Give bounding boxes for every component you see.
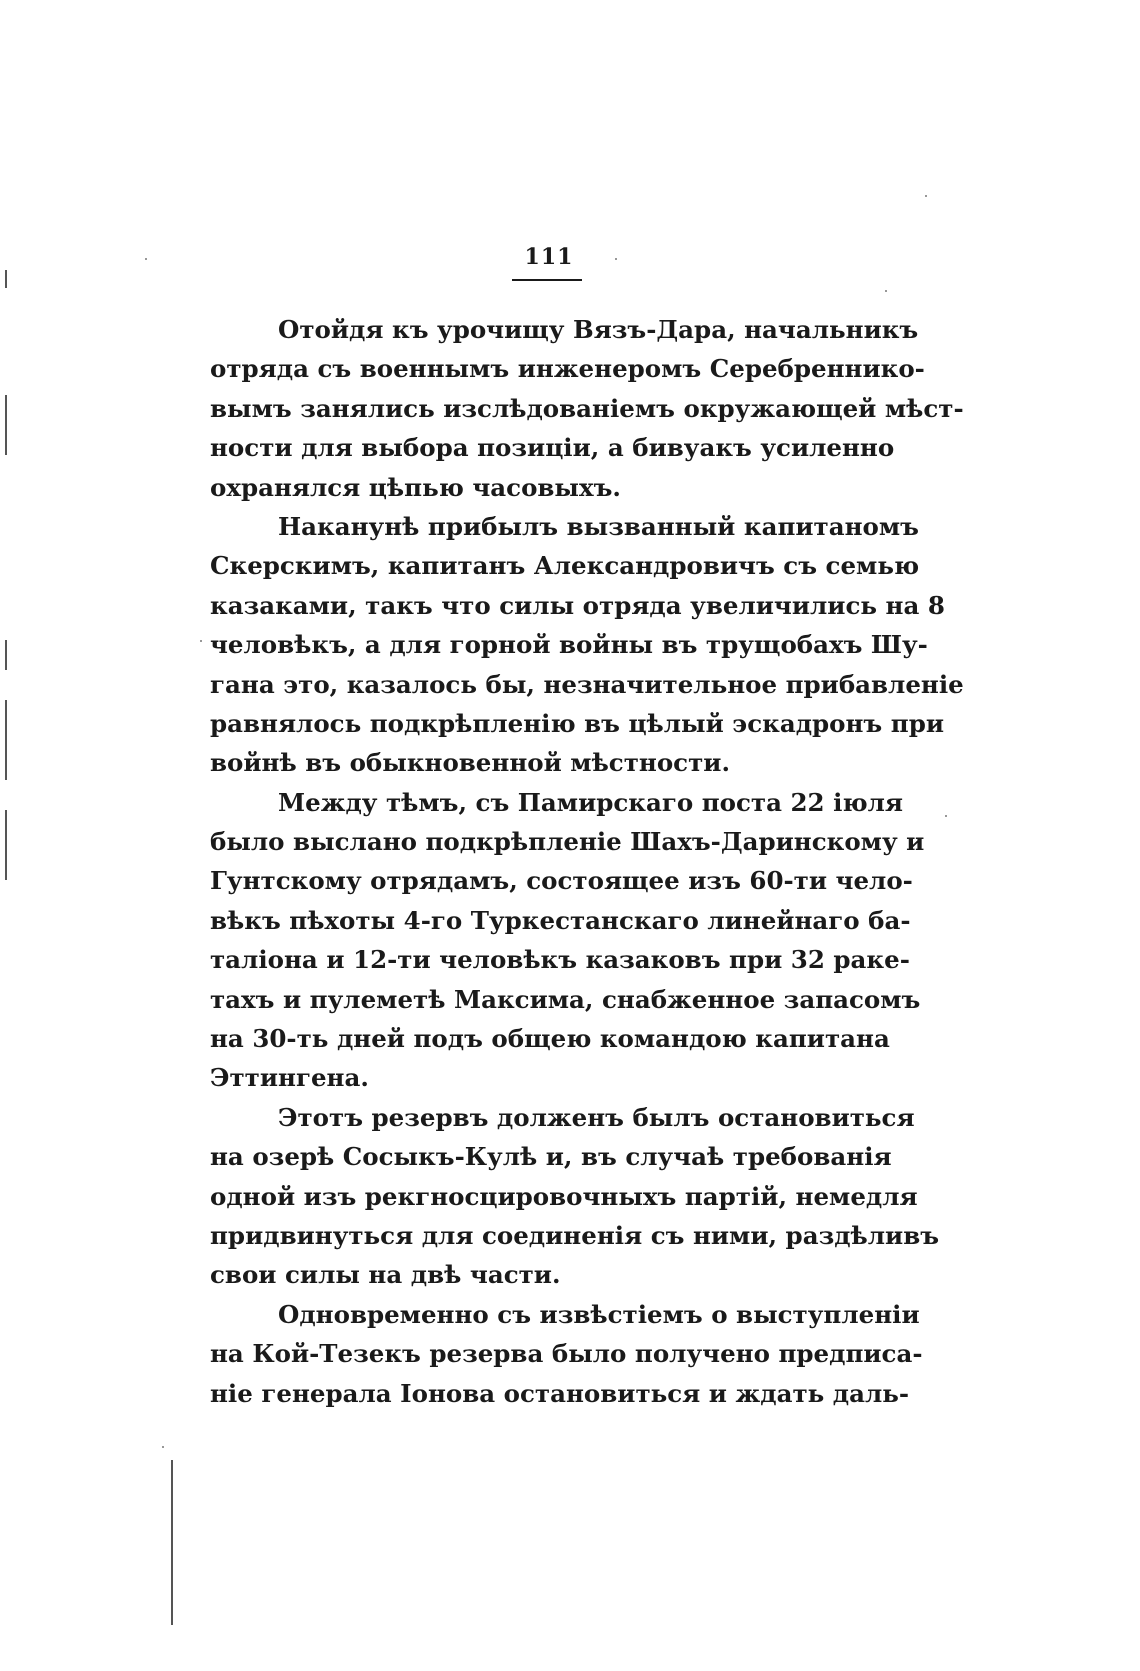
scan-dot-3 — [925, 195, 927, 197]
text-line: на озерѣ Сосыкъ-Кулѣ и, въ случаѣ требованія — [210, 1142, 892, 1172]
text-line: на 30-ть дней подъ общею командою капитана — [210, 1024, 890, 1054]
scan-artifact-left-5 — [5, 810, 7, 880]
text-line: казаками, такъ что силы отряда увеличились на 8 — [210, 590, 945, 620]
scan-artifact-left-3 — [5, 640, 7, 670]
scan-dot-6 — [200, 640, 202, 642]
text-line: таліона и 12-ти человѣкъ казаковъ при 32 раке- — [210, 945, 910, 975]
page-number: 111 — [524, 244, 574, 270]
scan-dot-1 — [145, 258, 147, 260]
paragraph-5 — [210, 1295, 923, 1413]
text-line: отряда съ военнымъ инженеромъ Серебреннико- — [210, 354, 925, 384]
text-line: тахъ и пулеметѣ Максима, снабженное запасомъ — [210, 984, 921, 1014]
text-line: было выслано подкрѣпленіе Шахъ-Даринскому и — [210, 827, 925, 857]
text-line: Одновременно съ извѣстіемъ о выступленіи — [278, 1299, 920, 1329]
paragraph-2 — [210, 507, 964, 783]
text-line: ности для выбора позиціи, а бивуакъ усиленно — [210, 433, 895, 463]
scan-dot-2 — [615, 258, 617, 260]
scan-artifact-left-4 — [5, 700, 7, 780]
paragraph-4 — [210, 1098, 940, 1295]
scan-dot-5 — [945, 815, 947, 817]
text-line: ніе генерала Іонова остановиться и ждать даль- — [210, 1378, 910, 1408]
scan-artifact-left-1 — [5, 270, 7, 288]
text-line: на Кой-Тезекъ резерва было получено предписа- — [210, 1339, 923, 1369]
scan-dot-4 — [885, 290, 887, 292]
scan-artifact-bottom-line — [171, 1460, 173, 1625]
scan-artifact-left-2 — [5, 395, 7, 455]
text-line: Наканунѣ прибылъ вызванный капитаномъ — [278, 511, 919, 541]
text-line: свои силы на двѣ части. — [210, 1260, 561, 1290]
text-line: войнѣ въ обыкновенной мѣстности. — [210, 748, 730, 778]
text-line: одной изъ рекгносцировочныхъ партій, немедля — [210, 1181, 918, 1211]
text-line: вымъ занялись изслѣдованіемъ окружающей мѣст- — [210, 393, 964, 423]
text-line: равнялось подкрѣпленію въ цѣлый эскадронъ при — [210, 708, 944, 738]
scan-dot-7 — [162, 1446, 164, 1448]
text-line: охранялся цѣпью часовыхъ. — [210, 472, 621, 502]
text-line: человѣкъ, а для горной войны въ трущобахъ Шу- — [210, 630, 928, 660]
text-line: Эттингена. — [210, 1063, 369, 1093]
text-line: Отойдя къ урочищу Вязъ-Дара, начальникъ — [278, 315, 919, 344]
text-line: Скерскимъ, капитанъ Александровичъ съ семью — [210, 551, 920, 581]
text-line: вѣкъ пѣхоты 4-го Туркестанскаго линейнаго ба- — [210, 905, 911, 935]
text-line: гана это, казалось бы, незначительное прибавленіе — [210, 669, 964, 699]
body-text — [210, 310, 964, 1413]
paragraph-3 — [210, 783, 925, 1098]
page-number-rule — [512, 279, 582, 281]
paragraph-1 — [210, 310, 964, 507]
text-line: Гунтскому отрядамъ, состоящее изъ 60-ти чело- — [210, 866, 913, 896]
text-line: Этотъ резервъ долженъ былъ остановиться — [278, 1102, 915, 1132]
text-line: придвинуться для соединенія съ ними, раздѣливъ — [210, 1220, 940, 1250]
text-line: Между тѣмъ, съ Памирскаго поста 22 іюля — [278, 787, 903, 817]
